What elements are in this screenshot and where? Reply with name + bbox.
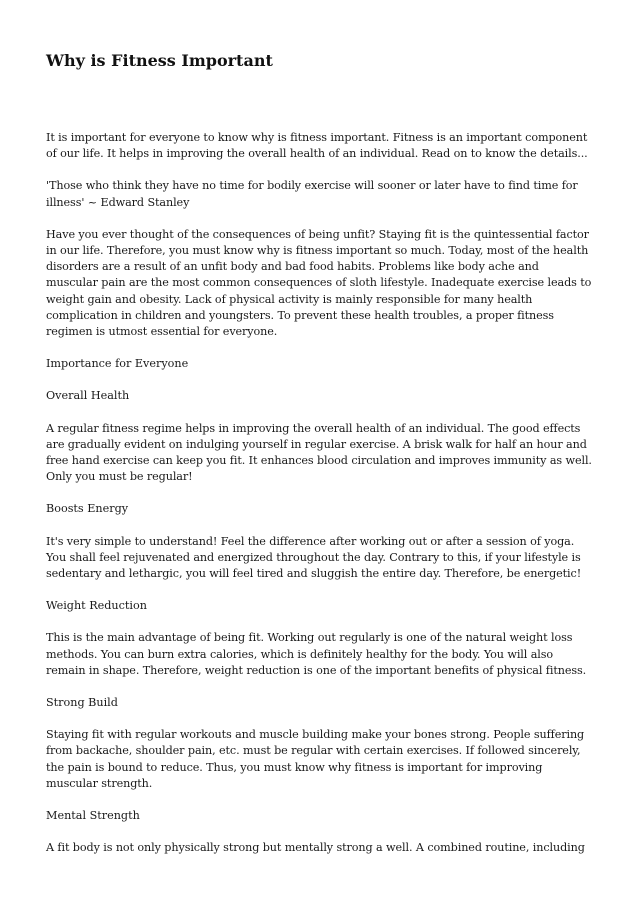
section-heading-strong-build: Strong Build	[46, 696, 118, 710]
paragraph-consequences: Have you ever thought of the consequences of being unfit? Staying fit is the quintessential factor in our life. Therefore, you must know why is fitness important so much. Today, most of the health disorders are a result of an unfit body and bad food habits. Problems like body ache and muscular pain are the most common consequences of sloth lifestyle. Inadequate exercise leads to weight gain and obesity. Lack of physical activity is mainly responsible for many health complication in children and youngsters. To prevent these health troubles, a proper fitness regimen is utmost essential for everyone.	[46, 227, 592, 339]
paragraph-weight-reduction: This is the main advantage of being fit. Working out regularly is one of the natural weight loss methods. You can burn extra calories, which is definitely healthy for the body. You will also remain in shape. Therefore, weight reduction is one of the important benefits of physical fitness.	[46, 631, 587, 677]
section-heading-overall-health: Overall Health	[46, 389, 130, 403]
document-title: Why is Fitness Important	[46, 51, 273, 70]
paragraph-mental-strength: A fit body is not only physically strong but mentally strong a well. A combined routine, including	[46, 841, 585, 855]
section-heading-importance: Importance for Everyone	[46, 357, 189, 371]
section-heading-boosts-energy: Boosts Energy	[46, 502, 129, 516]
section-heading-weight-reduction: Weight Reduction	[46, 599, 147, 613]
paragraph-boosts-energy: It's very simple to understand! Feel the difference after working out or after a session of yoga. You shall feel rejuvenated and energized throughout the day. Contrary to this, if your lifestyle is sedentary and lethargic, you will feel tired and sluggish the entire day. Therefore, be energetic!	[46, 534, 582, 581]
document-page	[46, 50, 594, 873]
paragraph-quote: 'Those who think they have no time for bodily exercise will sooner or later have to find time for illness' ~ Edward Stanley	[46, 179, 578, 209]
paragraph-overall-health: A regular fitness regime helps in improving the overall health of an individual. The good effects are gradually evident on indulging yourself in regular exercise. A brisk walk for half an hour and free hand exercise can keep you fit. It enhances blood circulation and improves immunity as well. Only you must be regular!	[46, 421, 592, 484]
section-heading-mental-strength: Mental Strength	[46, 809, 140, 823]
paragraph-intro: It is important for everyone to know why is fitness important. Fitness is an important component of our life. It helps in improving the overall health of an individual. Read on to know the details...	[46, 131, 588, 161]
paragraph-strong-build: Staying fit with regular workouts and muscle building make your bones strong. People suffering from backache, shoulder pain, etc. must be regular with certain exercises. If followed sincerely, the pain is bound to reduce. Thus, you must know why fitness is important for improving muscular strength.	[46, 728, 585, 790]
